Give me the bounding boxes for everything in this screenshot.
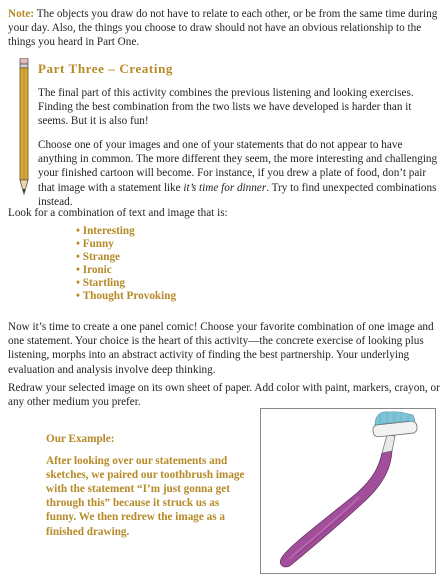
comic-paragraph: Now it’s time to create a one panel comic! Choose your favorite combination of one image and one statement. Your choice is the heart of this activity—the concrete exercise of looking plus listening, morphs into an abstract activity of finding the best partnership. Your underlying evaluation and analysis involve deep thinking. — [8, 321, 434, 376]
note-text: The objects you draw do not have to relate to each other, or be from the same time during your day. Also, the things you choose to draw should not have an obvious relationship to the things you heard in Part One. — [8, 8, 438, 48]
note-label: Note: — [8, 8, 35, 20]
example-body: After looking over our statements and sketches, we paired our toothbrush image with the statement “I’m just gonna get through this” because it struck us as funny. We then redrew the image as a finished drawing. — [46, 455, 245, 538]
pencil-icon — [18, 58, 30, 198]
example-heading: Our Example: — [46, 433, 115, 445]
pairing-text-after: . Try to find unexpected combinations instead. — [38, 181, 437, 208]
section-title: Part Three – Creating — [38, 61, 173, 76]
qualities-list — [76, 225, 176, 304]
list-item: • Thought Provoking — [76, 290, 176, 303]
redraw-paragraph: Redraw your selected image on its own sheet of paper. Add color with paint, markers, crayon, or any other medium you prefer. — [8, 382, 440, 409]
toothbrush-image — [261, 409, 435, 573]
list-item: • Strange — [76, 251, 176, 264]
toothbrush-illustration-frame — [260, 408, 436, 574]
pairing-emphasis: it’s time for dinner — [183, 181, 267, 194]
list-item: • Interesting — [76, 225, 176, 238]
list-item: • Ironic — [76, 264, 176, 277]
pairing-text-before: Choose one of your images and one of your statements that do not appear to have anything in common. The more different they seem, the more interesting and challenging your finished cartoon will become. For instance, if you drew a plate of food, don’t pair that image with a statement like — [38, 139, 438, 194]
combination-prompt: Look for a combination of text and image that is: — [8, 207, 228, 219]
list-item: • Funny — [76, 238, 176, 251]
pairing-paragraph — [38, 138, 438, 209]
list-item: • Startling — [76, 277, 176, 290]
intro-paragraph: The final part of this activity combines the previous listening and looking exercises. Finding the best combination from the two lists we have developed is harder than it seems. But it is also fun! — [38, 87, 414, 128]
note-paragraph — [8, 7, 440, 49]
example-block — [46, 432, 246, 539]
